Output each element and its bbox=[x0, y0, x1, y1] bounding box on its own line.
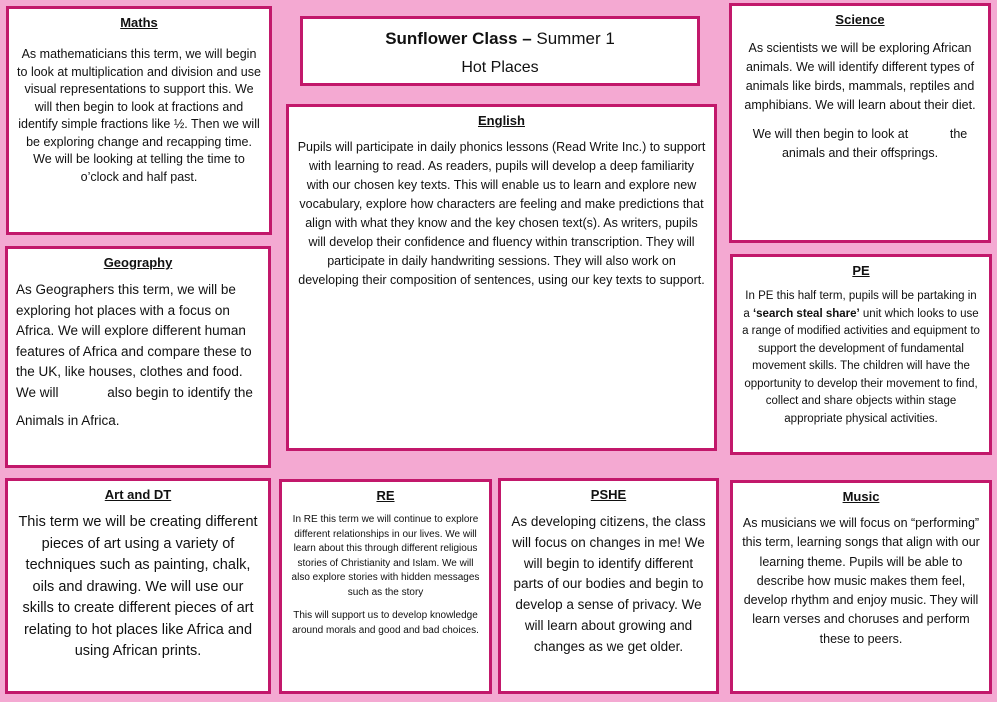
pshe-heading: PSHE bbox=[590, 487, 627, 502]
geography-text-2: Animals in Africa. bbox=[16, 413, 120, 428]
music-text: As musicians we will focus on “performing” this term, learning songs that align with our learning theme. Pupils will be able to describe how music makes them feel, develop rhythm and enjoy music. They will learn verses and choruses and perform these to peers. bbox=[742, 516, 980, 646]
pe-heading: PE bbox=[852, 263, 870, 278]
pe-text-after: unit which looks to use a range of modified activities and equipment to support the development of fundamental movement skills. The children will have the opportunity to develop their movement to find, collect and share objects within stage appropriate physical activities. bbox=[742, 307, 980, 425]
science-box bbox=[729, 3, 991, 243]
geography-heading: Geography bbox=[103, 255, 173, 270]
science-heading: Science bbox=[835, 12, 885, 27]
re-text-2: This will support us to develop knowledge around morals and good and bad choices. bbox=[292, 610, 479, 636]
art-heading: Art and DT bbox=[104, 487, 172, 502]
geography-box bbox=[5, 246, 271, 468]
title-box bbox=[300, 16, 700, 86]
science-text-1: As scientists we will be exploring African animals. We will identify different types of animals like birds, mammals, reptiles and amphibians. We will learn about their diet. bbox=[744, 41, 976, 112]
re-text-1: In RE this term we will continue to explore different relationships in our lives. We will learn about this through different religious stories of Christianity and Islam. We will also explore stories with hidden messages such as the story bbox=[291, 514, 480, 598]
pe-text bbox=[741, 288, 981, 428]
re-box bbox=[279, 479, 492, 694]
english-box bbox=[286, 104, 717, 451]
maths-box bbox=[6, 6, 272, 235]
music-heading: Music bbox=[842, 489, 880, 504]
pshe-text: As developing citizens, the class will focus on changes in me! We will begin to identify different parts of our bodies and begin to develop a sense of privacy. We will learn about growing and changes as we get older. bbox=[511, 514, 706, 654]
pe-text-before: In PE this half term, pupils will be partaking in a bbox=[743, 290, 977, 320]
pe-box bbox=[730, 254, 992, 455]
title-dash: – bbox=[517, 29, 537, 48]
class-name: Sunflower Class bbox=[385, 29, 518, 48]
music-box bbox=[730, 480, 992, 694]
geography-text-1: As Geographers this term, we will be exploring hot places with a focus on Africa. We will explore different human features of Africa and compare these to the UK, like houses, clothes and food. We will also begin to identify the bbox=[16, 282, 256, 400]
english-heading: English bbox=[478, 113, 525, 128]
pe-unit-name: ‘search steal share’ bbox=[752, 307, 860, 320]
maths-heading: Maths bbox=[120, 15, 158, 30]
pshe-box bbox=[498, 478, 719, 694]
art-text: This term we will be creating different pieces of art using a variety of techniques such as painting, chalk, oils and drawing. We will use our skills to create different pieces of art relating to hot places like Africa and using African prints. bbox=[18, 514, 258, 659]
term-name: Summer 1 bbox=[536, 29, 615, 48]
science-text-2: We will then begin to look at the animals and their offsprings. bbox=[752, 127, 971, 160]
page-title bbox=[311, 29, 689, 49]
art-box bbox=[5, 478, 271, 694]
topic-name: Hot Places bbox=[461, 59, 539, 76]
maths-text: As mathematicians this term, we will begin to look at multiplication and division and use visual representations to support this. We will then begin to look at fractions and identify simple fractions like ½. Then we will be exploring change and recapping time. We will be looking at telling the time to o’clock and half past. bbox=[17, 47, 261, 184]
english-text: Pupils will participate in daily phonics lessons (Read Write Inc.) to support with learning to read. As readers, pupils will develop a deep familiarity with our chosen key texts. This will enable us to learn and explore new vocabulary, explore how characters are feeling and make predictions that align with what they know and the key chosen text(s). As writers, pupils will develop their confidence and fluency within transcription. They will participate in daily handwriting sessions. They will also work on developing their composition of sentences, using our key texts to support. bbox=[297, 140, 706, 287]
re-heading: RE bbox=[376, 488, 395, 503]
